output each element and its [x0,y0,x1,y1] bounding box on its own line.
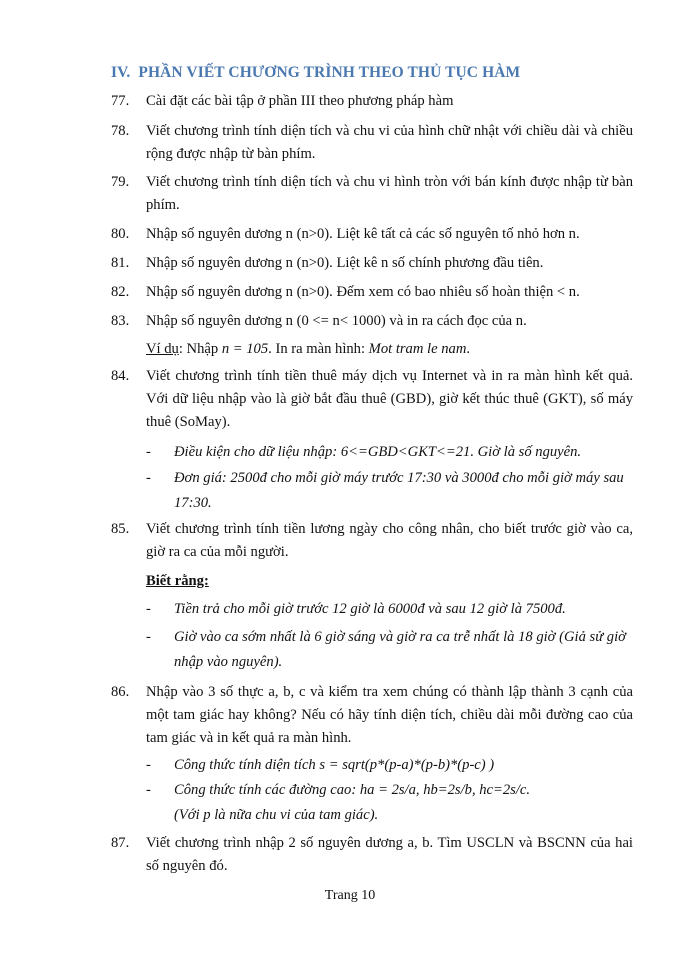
note-86-1 [146,753,633,778]
exercise-text: Nhập vào 3 số thực a, b, c và kiểm tra xem chúng có thành lập thành 3 cạnh của một tam giác hay không? Nếu có hãy tính diện tích, chiều dài mỗi đường cao của tam giác và in kết quả ra màn hình. [146,684,633,746]
exercise-number: 81. [111,255,130,271]
exercise-79 [111,171,633,217]
page-footer: Trang 10 [324,888,376,903]
exercise-number: 84. [111,368,130,384]
note-84-1 [146,440,633,465]
section-title: PHẦN VIẾT CHƯƠNG TRÌNH THEO THỦ TỤC HÀM [138,64,521,81]
exercise-number: 79. [111,174,130,190]
section-heading [111,64,520,82]
exercise-text: Nhập số nguyên dương n (0 <= n< 1000) và in ra cách đọc của n. [146,313,527,329]
exercise-number: 78. [111,123,130,139]
example-text: : Nhập [178,341,222,357]
exercise-number: 83. [111,313,130,329]
note-86-3 [146,803,633,828]
exercise-text: Viết chương trình tính diện tích và chu vi hình tròn với bán kính được nhập từ bàn phím. [146,174,633,213]
exercise-text: Viết chương trình tính diện tích và chu vi của hình chữ nhật với chiều dài và chiều rộng được nhập từ bàn phím. [146,123,633,162]
note-text: Công thức tính các đường cao: ha = 2s/a, hb=2s/b, hc=2s/c. [174,782,531,798]
exercise-83 [111,310,633,333]
note-85-2 [146,625,633,675]
note-text: Đơn giá: 2500đ cho mỗi giờ máy trước 17:30 và 3000đ cho mỗi giờ máy sau 17:30. [174,470,624,511]
bullet-dash: - [146,757,151,773]
exercise-87 [111,832,633,878]
exercise-77 [111,90,633,113]
bullet-dash: - [146,470,151,486]
exercise-82 [111,281,633,304]
example-expression: n = 105 [221,341,269,357]
bullet-dash: - [146,782,151,798]
exercise-number: 77. [111,93,130,109]
exercise-text: Cài đặt các bài tập ở phần III theo phương pháp hàm [146,93,454,109]
exercise-text: Viết chương trình nhập 2 số nguyên dương a, b. Tìm USCLN và BSCNN của hai số nguyên đó. [146,835,633,874]
note-text: Công thức tính diện tích s = sqrt(p*(p-a)*(p-b)*(p-c) ) [174,757,495,773]
note-84-2 [146,466,633,516]
note-text: Giờ vào ca sớm nhất là 6 giờ sáng và giờ ra ca trễ nhất là 18 giờ (Giả sử giờ nhập vào nguyên). [174,629,626,670]
bullet-dash: - [146,601,151,617]
note-text: Điều kiện cho dữ liệu nhập: 6<=GBD<GKT<=21. Giờ là số nguyên. [174,444,582,460]
note-text: (Với p là nữa chu vi của tam giác). [174,807,379,823]
exercise-81 [111,252,633,275]
section-number: IV. [111,64,131,81]
example-output: Mot tram le nam [368,341,467,357]
exercise-number: 87. [111,835,130,851]
exercise-text: Nhập số nguyên dương n (n>0). Đếm xem có bao nhiêu số hoàn thiện < n. [146,284,580,300]
exercise-text: Viết chương trình tính tiền lương ngày cho công nhân, cho biết trước giờ vào ca, giờ ra ca của mỗi người. [146,521,633,560]
exercise-84 [111,365,633,434]
bullet-dash: - [146,629,151,645]
exercise-80 [111,223,633,246]
exercise-number: 80. [111,226,130,242]
note-85-1 [146,597,633,622]
given-heading: Biết rằng: [146,573,209,589]
example-label: Ví dụ [146,341,179,357]
example-text: . In ra màn hình: [268,341,369,357]
exercise-number: 85. [111,521,130,537]
exercise-number: 86. [111,684,130,700]
example-83 [146,338,470,361]
bullet-dash: - [146,444,151,460]
exercise-number: 82. [111,284,130,300]
exercise-text: Nhập số nguyên dương n (n>0). Liệt kê tất cả các số nguyên tố nhỏ hơn n. [146,226,580,242]
exercise-text: Viết chương trình tính tiền thuê máy dịch vụ Internet và in ra màn hình kết quả. Với dữ liệu nhập vào là giờ bắt đầu thuê (GBD), giờ kết thúc thuê (GKT), số máy thuê (SoMay). [146,368,633,430]
exercise-86 [111,681,633,750]
note-text: Tiền trả cho mỗi giờ trước 12 giờ là 6000đ và sau 12 giờ là 7500đ. [174,601,566,617]
exercise-78 [111,120,633,166]
example-text: . [466,341,471,357]
exercise-text: Nhập số nguyên dương n (n>0). Liệt kê n số chính phương đầu tiên. [146,255,544,271]
note-86-2 [146,778,633,803]
exercise-85 [111,518,633,564]
